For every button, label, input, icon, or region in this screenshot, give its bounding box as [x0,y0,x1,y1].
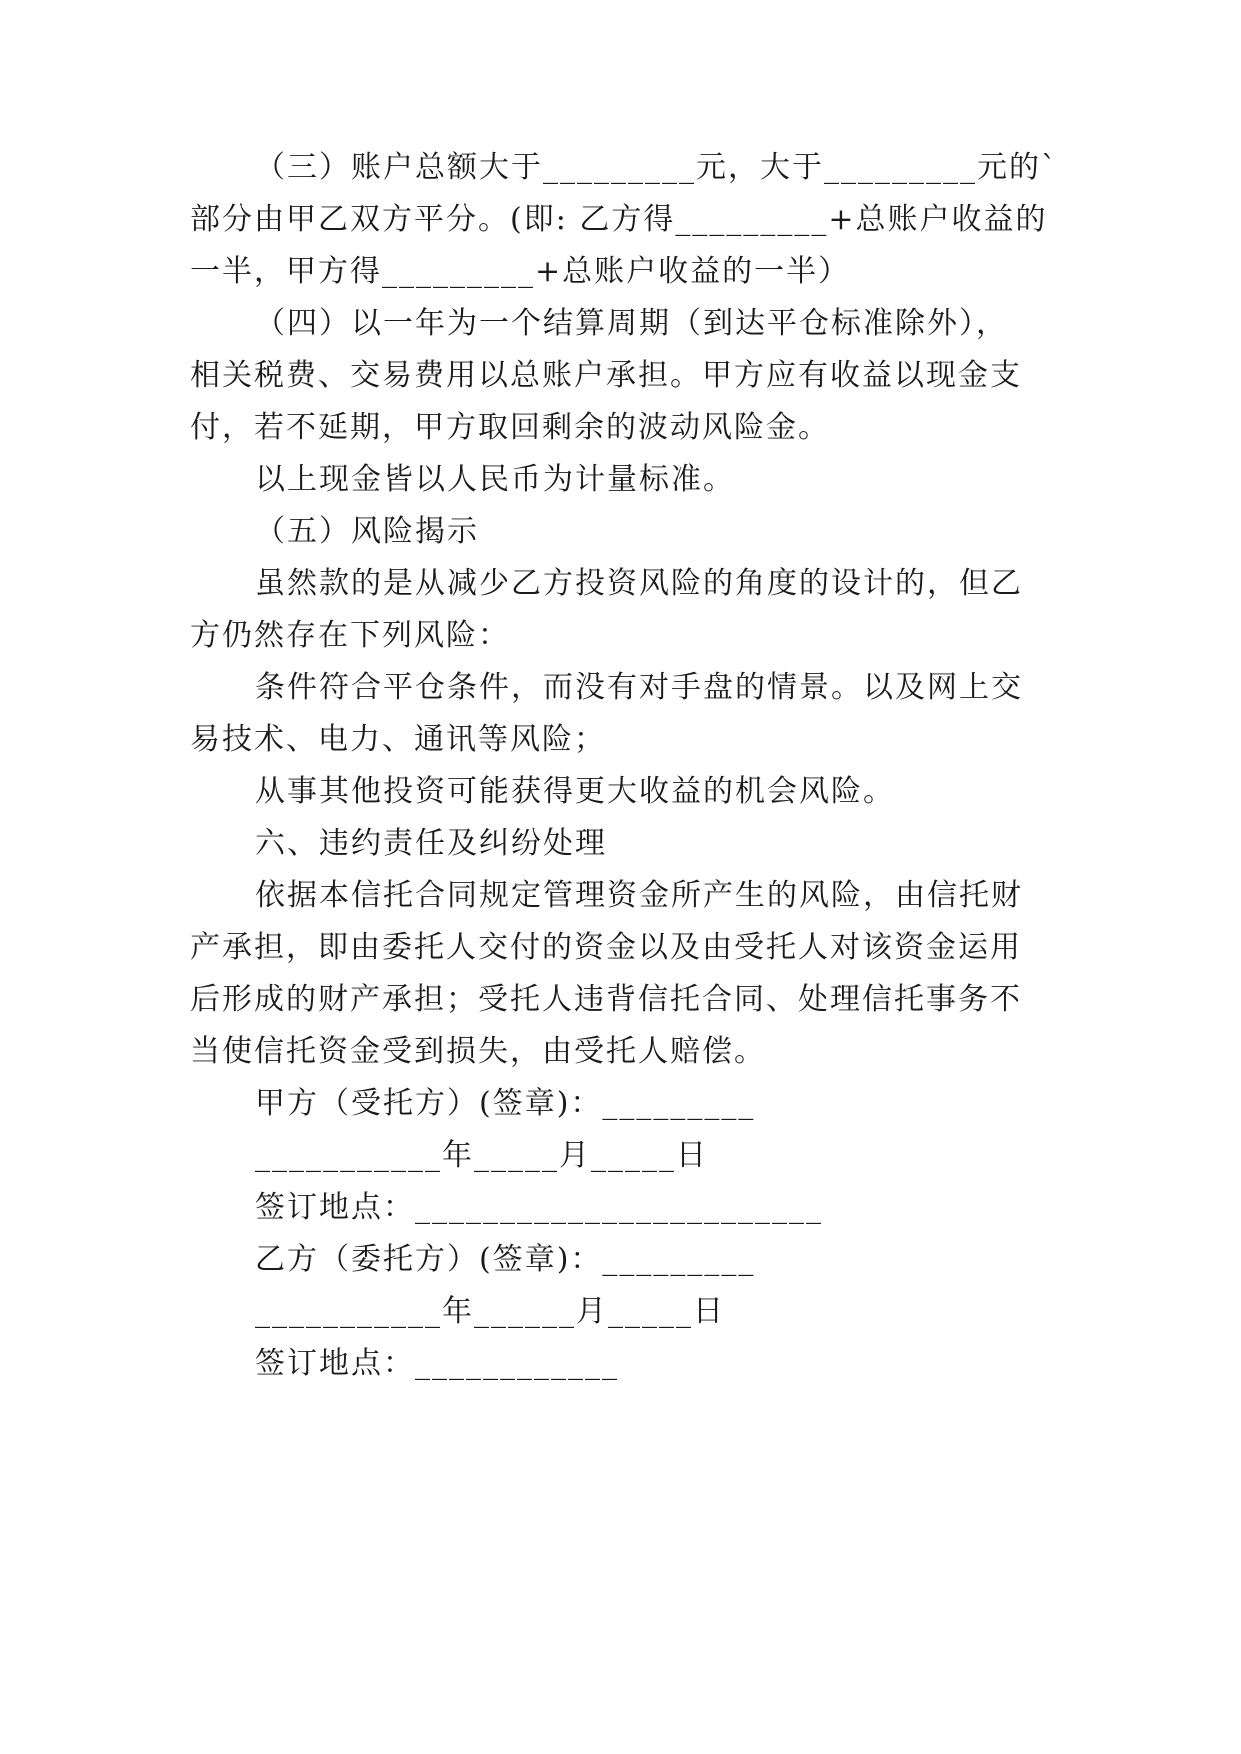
paragraph-line: （三）账户总额大于_________元，大于_________元的` [255,150,1058,185]
paragraph-line: 依据本信托合同规定管理资金所产生的风险，由信托财 [255,878,1023,913]
paragraph-line: 相关税费、交易费用以总账户承担。甲方应有收益以现金支 [190,358,1022,393]
paragraph-line: 一半，甲方得_________+总账户收益的一半） [190,254,851,289]
party-b-location-line: 签订地点：____________ [255,1346,619,1381]
party-b-signature-line: 乙方（委托方）(签章)：_________ [255,1242,756,1277]
section-heading: 六、违约责任及纠纷处理 [255,826,607,861]
party-a-location-line: 签订地点：________________________ [255,1190,823,1225]
paragraph-line: 虽然款的是从减少乙方投资风险的角度的设计的，但乙 [255,566,1023,601]
paragraph-line: 条件符合平仓条件，而没有对手盘的情景。以及网上交 [255,670,1023,705]
paragraph-line: 以上现金皆以人民币为计量标准。 [255,462,735,497]
paragraph-line: 从事其他投资可能获得更大收益的机会风险。 [255,774,895,809]
paragraph-line: 产承担，即由委托人交付的资金以及由受托人对该资金运用 [190,930,1022,965]
party-a-date-line: ___________年_____月_____日 [255,1138,708,1173]
paragraph-line: 付，若不延期，甲方取回剩余的波动风险金。 [190,410,830,445]
section-heading: （五）风险揭示 [255,514,479,549]
paragraph-line: 方仍然存在下列风险： [190,618,510,653]
paragraph-line: 易技术、电力、通讯等风险； [190,722,606,757]
paragraph-line: 部分由甲乙双方平分。(即: 乙方得_________+总账户收益的 [190,202,1048,237]
paragraph-line: （四）以一年为一个结算周期（到达平仓标准除外）， [255,306,1008,341]
paragraph-line: 后形成的财产承担；受托人违背信托合同、处理信托事务不 [190,982,1022,1017]
party-a-signature-line: 甲方（受托方）(签章)：_________ [255,1086,756,1121]
paragraph-line: 当使信托资金受到损失，由受托人赔偿。 [190,1034,766,1069]
party-b-date-line: ___________年______月_____日 [255,1294,725,1329]
